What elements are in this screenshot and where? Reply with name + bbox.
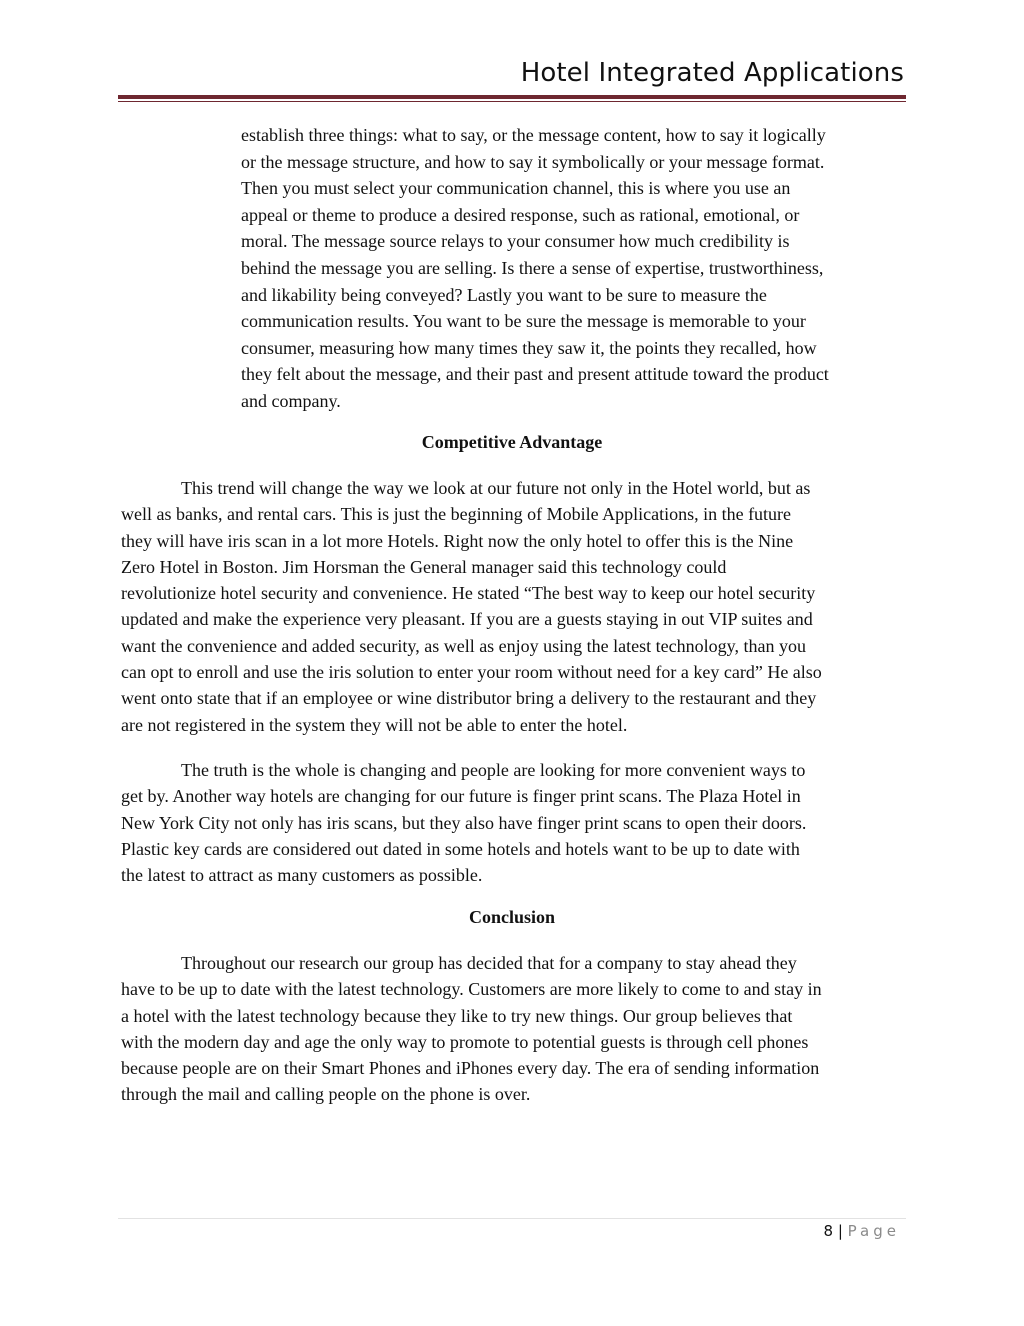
text-line: This trend will change the way we look at our future not only in the Hotel world, but as bbox=[181, 478, 811, 498]
text-line: updated and make the experience very pleasant. If you are a guests staying in out VIP suites and bbox=[121, 609, 813, 630]
text-line: through the mail and calling people on the phone is over. bbox=[121, 1084, 531, 1105]
footer-rule bbox=[118, 1218, 906, 1219]
text-line: appeal or theme to produce a desired response, such as rational, emotional, or bbox=[241, 204, 800, 225]
text-line: New York City not only has iris scans, but they also have finger print scans to open their doors. bbox=[121, 812, 807, 833]
text-line: Plastic key cards are considered out dated in some hotels and hotels want to be up to date with bbox=[121, 838, 800, 859]
text-line: get by. Another way hotels are changing for our future is finger print scans. The Plaza Hotel in bbox=[121, 786, 801, 807]
page-label: Page bbox=[847, 1222, 900, 1240]
text-line: or the message structure, and how to say it symbolically or your message format. bbox=[241, 151, 825, 172]
header-title: Hotel Integrated Applications bbox=[520, 58, 904, 88]
text-line: the latest to attract as many customers as possible. bbox=[121, 865, 483, 886]
paragraph-competitive-1 bbox=[121, 475, 911, 738]
paragraph-competitive-2 bbox=[121, 757, 911, 888]
text-line: revolutionize hotel security and convenience. He stated “The best way to keep our hotel security bbox=[121, 583, 816, 604]
text-line: and likability being conveyed? Lastly you want to be sure to measure the bbox=[241, 284, 767, 305]
text-line: and company. bbox=[241, 390, 341, 411]
text-line: moral. The message source relays to your consumer how much credibility is bbox=[241, 231, 790, 252]
heading-conclusion: Conclusion bbox=[468, 907, 556, 927]
text-line: a hotel with the latest technology because they like to try new things. Our group believes that bbox=[121, 1005, 793, 1026]
text-line: behind the message you are selling. Is there a sense of expertise, trustworthiness, bbox=[241, 257, 824, 278]
text-line: well as banks, and rental cars. This is just the beginning of Mobile Applications, in the future bbox=[121, 504, 792, 525]
text-line: with the modern day and age the only way to promote to potential guests is through cell phones bbox=[121, 1031, 809, 1052]
paragraph-conclusion-1 bbox=[121, 950, 911, 1108]
intro-block bbox=[241, 122, 906, 415]
heading-competitive-advantage: Competitive Advantage bbox=[421, 432, 603, 452]
text-line: Then you must select your communication channel, this is where you use an bbox=[241, 178, 791, 199]
text-line: they felt about the message, and their past and present attitude toward the product bbox=[241, 364, 829, 385]
text-line: can opt to enroll and use the iris solution to enter your room without need for a key card” He also bbox=[121, 662, 822, 683]
text-line: want the convenience and added security, as well as enjoy using the latest technology, than you bbox=[121, 635, 806, 656]
text-line: went onto state that if an employee or wine distributor bring a delivery to the restaurant and they bbox=[121, 688, 817, 709]
footer-separator: | bbox=[837, 1222, 843, 1240]
text-line: are not registered in the system they will not be able to enter the hotel. bbox=[121, 714, 628, 735]
text-line: have to be up to date with the latest technology. Customers are more likely to come to and stay in bbox=[121, 979, 822, 1000]
text-line: because people are on their Smart Phones and iPhones every day. The era of sending information bbox=[121, 1058, 820, 1079]
text-line: establish three things: what to say, or the message content, how to say it logically bbox=[241, 125, 826, 145]
text-line: they will have iris scan in a lot more Hotels. Right now the only hotel to offer this is the Nine bbox=[121, 530, 794, 551]
text-line: communication results. You want to be sure the message is memorable to your bbox=[241, 311, 806, 332]
header-rule-thin bbox=[118, 101, 906, 102]
page-number: 8 bbox=[823, 1222, 834, 1240]
header-rule-thick bbox=[118, 95, 906, 99]
text-line: consumer, measuring how many times they saw it, the points they recalled, how bbox=[241, 337, 817, 358]
page-footer bbox=[824, 1222, 901, 1240]
text-line: The truth is the whole is changing and people are looking for more convenient ways to bbox=[181, 760, 806, 780]
text-line: Throughout our research our group has decided that for a company to stay ahead they bbox=[181, 953, 797, 973]
text-line: Zero Hotel in Boston. Jim Horsman the General manager said this technology could bbox=[121, 556, 727, 577]
